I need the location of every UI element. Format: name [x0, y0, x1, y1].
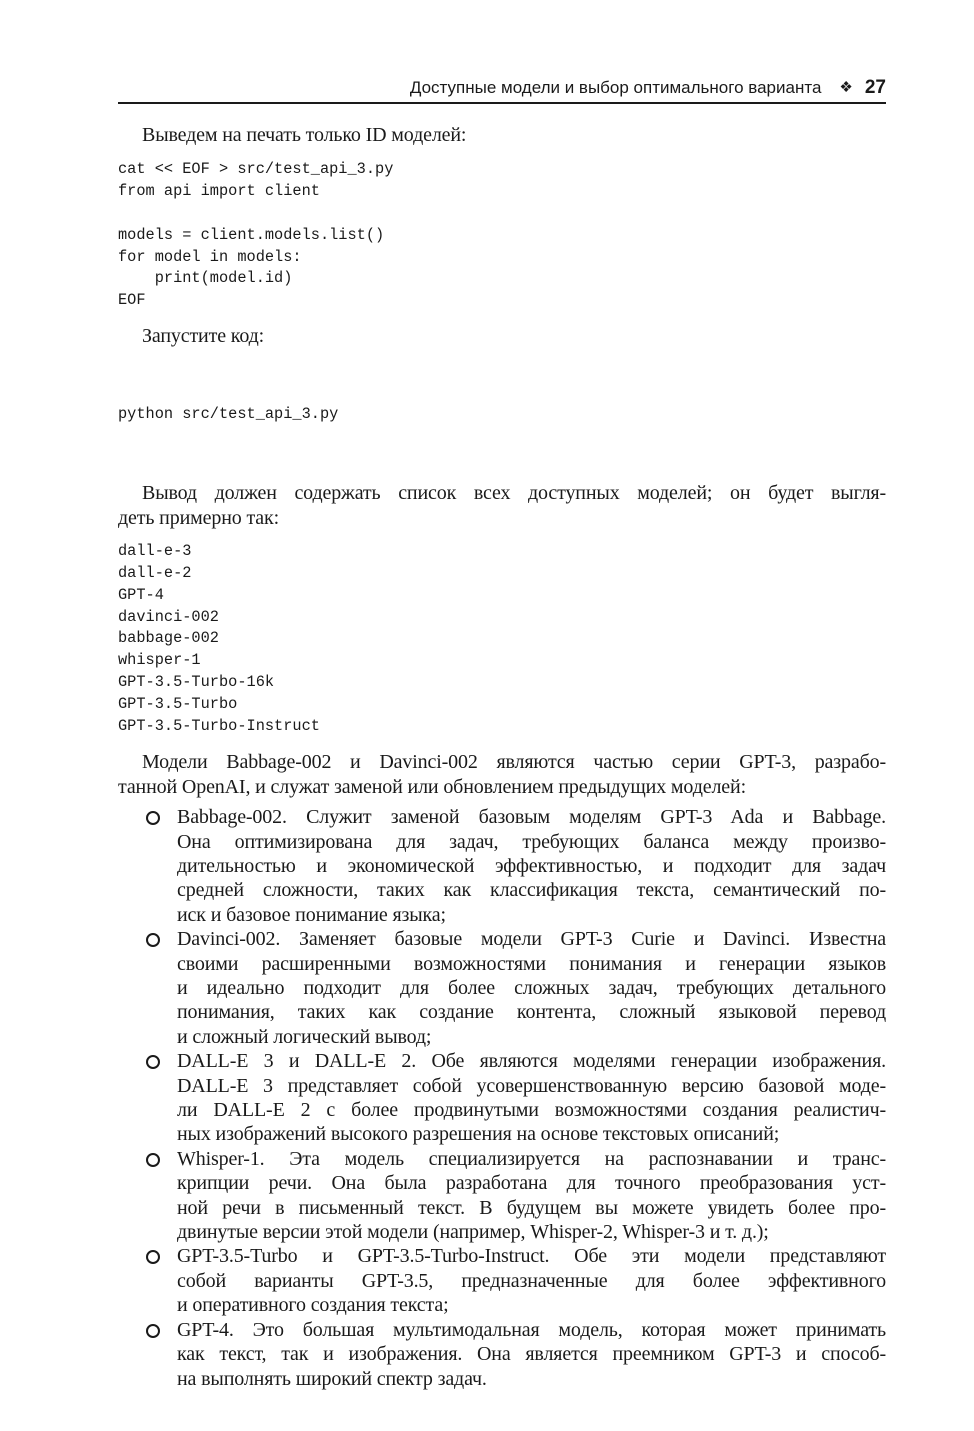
- text-line: DALL-E 3 и DALL-E 2. Обе являются моделями генерации изображения.: [177, 1050, 886, 1073]
- list-item: [177, 1049, 886, 1147]
- model-id: whisper-1: [118, 651, 201, 670]
- circle-bullet-icon: [146, 811, 160, 825]
- text-line: Whisper-1. Эта модель специализируется на распознавании и транс-: [177, 1147, 886, 1170]
- model-bullet-list: [177, 805, 886, 1391]
- circle-bullet-icon: [146, 1324, 160, 1338]
- text-line: ных изображений высокого разрешения на основе текстовых описаний;: [177, 1123, 780, 1146]
- model-id: dall-e-3: [118, 542, 192, 561]
- code-block-script: [118, 159, 886, 312]
- model-id: GPT-3.5-Turbo: [118, 694, 238, 713]
- text-line: GPT-4. Это большая мультимодальная модель, которая может принимать: [177, 1318, 886, 1341]
- intro-paragraph: [118, 123, 886, 147]
- model-id: davinci-002: [118, 607, 219, 626]
- text-line: танной OpenAI, и служат заменой или обновлением предыдущих моделей:: [118, 775, 746, 798]
- text-line: крипции речи. Она была разработана для точного преобразования уст-: [177, 1172, 886, 1195]
- model-id: GPT-4: [118, 585, 164, 604]
- output-paragraph: [118, 481, 886, 530]
- code-line: EOF: [118, 291, 146, 310]
- text-line: Выведем на печать только ID моделей:: [142, 124, 467, 146]
- text-line: на выполнять широкий спектр задач.: [177, 1367, 487, 1390]
- text-line: Модели Babbage-002 и Davinci-002 являются частью серии GPT-3, разрабо-: [142, 751, 886, 774]
- page-number: 27: [864, 77, 886, 98]
- text-line: дительностью и экономической эффективностью, и подходит для задач: [177, 854, 886, 877]
- text-line: Она оптимизирована для задач, требующих баланса между произво-: [177, 830, 886, 853]
- running-header: [118, 76, 886, 104]
- text-line: иск и базовое понимание языка;: [177, 903, 446, 926]
- list-item: [177, 1318, 886, 1391]
- text-line: как текст, так и изображения. Она является преемником GPT-3 и способ-: [177, 1343, 886, 1366]
- circle-bullet-icon: [146, 1250, 160, 1264]
- run-paragraph: [118, 324, 886, 348]
- code-line: cat << EOF > src/test_api_3.py: [118, 160, 394, 179]
- text-line: Davinci-002. Заменяет базовые модели GPT-3 Curie и Davinci. Известна: [177, 928, 886, 951]
- list-item: [177, 1244, 886, 1317]
- ornament-icon: ❖: [839, 79, 853, 96]
- running-title: Доступные модели и выбор оптимального варианта: [409, 78, 822, 97]
- text-line: и сложный логический вывод;: [177, 1025, 432, 1048]
- text-line: понимания, таких как создание контента, сложный языковой перевод: [177, 1001, 886, 1024]
- text-line: Запустите код:: [142, 324, 265, 347]
- code-line: python src/test_api_3.py: [118, 404, 339, 423]
- code-line: models = client.models.list(): [118, 225, 385, 244]
- circle-bullet-icon: [146, 1153, 160, 1167]
- circle-bullet-icon: [146, 1055, 160, 1069]
- code-line: [118, 203, 886, 225]
- text-line: двинутые версии этой модели (например, Whisper-2, Whisper-3 и т. д.);: [177, 1221, 769, 1244]
- code-line: from api import client: [118, 182, 320, 201]
- models-paragraph: [118, 750, 886, 799]
- text-line: Babbage-002. Служит заменой базовым моделям GPT-3 Ada и Babbage.: [177, 806, 886, 829]
- text-line: и идеально подходит для более сложных задач, требующих детального: [177, 977, 886, 1000]
- text-line: ли DALL-E 2 с более продвинутыми возможностями создания реалистич-: [177, 1099, 886, 1122]
- text-line: Вывод должен содержать список всех доступных моделей; он будет выгля-: [142, 482, 886, 505]
- text-line: собой варианты GPT-3.5, предназначенные для более эффективного: [177, 1269, 886, 1292]
- model-id: GPT-3.5-Turbo-16k: [118, 672, 275, 691]
- list-item: [177, 1147, 886, 1245]
- code-block-command: [118, 360, 886, 469]
- model-list-output: [118, 541, 886, 737]
- model-id: dall-e-2: [118, 563, 192, 582]
- code-line: for model in models:: [118, 247, 302, 266]
- text-line: DALL-E 3 представляет собой усовершенствованную версию базовой моде-: [177, 1074, 886, 1097]
- code-line: print(model.id): [118, 269, 293, 288]
- text-line: средней сложности, таких как классификация текста, семантический по-: [177, 879, 886, 902]
- text-line: ной речи в письменный текст. В будущем вы можете увидеть более про-: [177, 1196, 886, 1219]
- model-id: GPT-3.5-Turbo-Instruct: [118, 716, 320, 735]
- list-item: [177, 927, 886, 1049]
- list-item: [177, 805, 886, 927]
- text-line: своими расширенными возможностями понимания и генерации языков: [177, 952, 886, 975]
- circle-bullet-icon: [146, 933, 160, 947]
- text-line: GPT-3.5-Turbo и GPT-3.5-Turbo-Instruct. Обе эти модели представляют: [177, 1245, 886, 1268]
- text-line: деть примерно так:: [118, 506, 279, 529]
- text-line: и оперативного создания текста;: [177, 1294, 449, 1317]
- model-id: babbage-002: [118, 629, 219, 648]
